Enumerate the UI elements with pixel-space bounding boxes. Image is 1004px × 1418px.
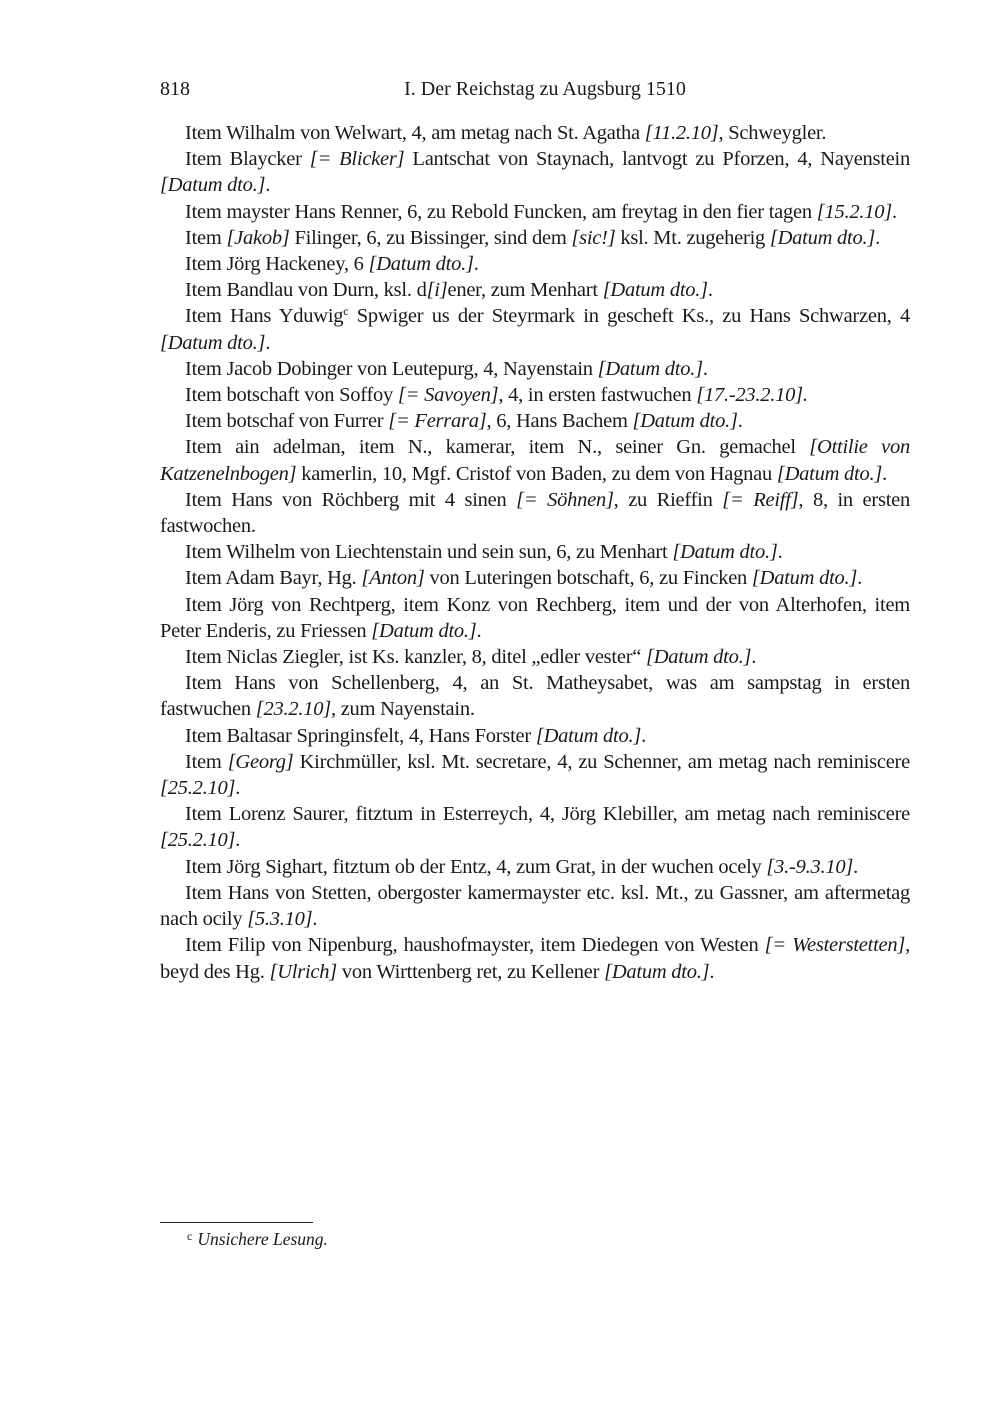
text-run: , 6, Hans Bachem	[486, 410, 633, 433]
text-run: Item Baltasar Springinsfelt, 4, Hans Forster	[185, 724, 536, 747]
text-run: Item Wilhelm von Liechtenstain und sein sun, 6, zu Menhart	[185, 541, 673, 564]
text-run: .	[476, 619, 482, 642]
editorial-note: [= Westerstetten]	[764, 934, 906, 957]
entry-paragraph	[160, 408, 910, 434]
text-run: .	[737, 410, 743, 433]
text-run: .	[882, 462, 887, 485]
text-run: .	[875, 226, 880, 249]
editorial-note: [Datum dto.]	[632, 410, 738, 433]
text-run: ksl. Mt. zugeherig	[615, 226, 770, 249]
text-run: , 8, in ersten fastwochen.	[160, 488, 910, 538]
editorial-note: [Datum dto.]	[368, 253, 474, 276]
text-run: Kirchmüller, ksl. Mt. secretare, 4, zu Schenner, am metag nach reminiscere	[293, 750, 910, 773]
text-run: Item Hans Yduwig	[185, 305, 344, 328]
footnote-text: Unsichere Lesung.	[197, 1229, 328, 1249]
editorial-note: [Datum dto.]	[535, 724, 642, 747]
editorial-note: [5.3.10]	[247, 908, 313, 931]
editorial-note: [Datum dto.]	[604, 960, 710, 983]
entry-paragraph	[160, 644, 910, 670]
text-run: , beyd des Hg.	[160, 934, 910, 983]
entry-paragraph	[160, 854, 910, 880]
editorial-note: [3.-9.3.10]	[766, 855, 854, 878]
footnote-reference: c	[343, 304, 349, 319]
text-run: .	[235, 777, 241, 800]
editorial-note: [Datum dto.]	[160, 174, 266, 197]
text-run: .	[857, 567, 863, 590]
editorial-note: [sic!]	[571, 226, 616, 249]
entry-paragraph	[160, 487, 910, 539]
text-run: ener, zum Menhart	[447, 279, 603, 302]
page-number: 818	[160, 78, 190, 100]
entry-paragraph	[160, 723, 910, 749]
text-run: Item Hans von Schellenberg, 4, an St. Matheysabet, was am sampstag in ersten fastwuchen	[160, 672, 910, 721]
text-run: .	[777, 541, 783, 564]
entry-paragraph	[160, 592, 910, 644]
text-run: von Luteringen botschaft, 6, zu Fincken	[424, 567, 752, 590]
entry-paragraph	[160, 539, 910, 565]
text-run: , 4, in ersten fastwuchen	[498, 384, 697, 407]
editorial-note: [Datum dto.]	[769, 226, 876, 249]
footnote	[187, 1229, 328, 1250]
entry-paragraph	[160, 434, 910, 486]
editorial-note: [Datum dto.]	[776, 462, 883, 485]
entry-paragraph	[160, 880, 910, 932]
editorial-note: [= Ferrara]	[388, 410, 487, 433]
text-run: .	[891, 200, 897, 223]
editorial-note: [17.-23.2.10].	[696, 384, 808, 407]
editorial-note: [Datum dto.]	[371, 619, 477, 642]
page-header	[160, 78, 910, 108]
editorial-note: [= Söhnen]	[516, 488, 614, 511]
text-run: .	[312, 908, 318, 931]
text-run: , zu Rieffin	[613, 488, 723, 511]
text-run: Item Niclas Ziegler, ist Ks. kanzler, 8, ditel „edler vester“	[185, 646, 647, 669]
text-run: Item Jacob Dobinger von Leutepurg, 4, Nayenstain	[185, 357, 598, 380]
text-run: von Wirttenberg ret, zu Kellener	[336, 960, 605, 983]
editorial-note: [11.2.10]	[644, 122, 719, 144]
main-text	[160, 120, 910, 985]
text-run: .	[702, 357, 708, 380]
text-run: Spwiger us der Steyrmark in gescheft Ks., zu Hans Schwarzen, 4	[348, 305, 910, 328]
footnote-mark: c	[187, 1229, 193, 1243]
text-run: .	[235, 829, 241, 852]
text-run: Item Blaycker	[185, 148, 310, 171]
editorial-note: [i]	[426, 279, 448, 302]
editorial-note: [Datum dto.]	[602, 279, 708, 302]
text-run: Item botschaf von Furrer	[185, 410, 389, 433]
entry-paragraph	[160, 382, 910, 408]
text-run: Item Jörg Sighart, fitztum ob der Entz, 4, zum Grat, in der wuchen ocely	[185, 855, 767, 878]
text-run: Item Hans von Röchberg mit 4 sinen	[185, 488, 517, 511]
text-run: Item Jörg von Rechtperg, item Konz von Rechberg, item und der von Alterhofen, item Peter Enderis, zu Friessen	[160, 593, 910, 642]
footnote-divider	[160, 1222, 313, 1223]
editorial-note: [23.2.10]	[255, 698, 331, 721]
text-run: .	[709, 960, 715, 983]
entry-paragraph	[160, 199, 910, 225]
editorial-note: [= Reiff]	[722, 488, 799, 511]
text-run: Item Adam Bayr, Hg.	[185, 567, 362, 590]
text-run: .	[265, 331, 271, 354]
text-run: Item mayster Hans Renner, 6, zu Rebold Funcken, am freytag in den fier tagen	[185, 200, 817, 223]
editorial-note: [Ottilie von Katzenelnbogen]	[160, 436, 910, 485]
editorial-note: [Georg]	[227, 750, 294, 773]
entry-paragraph	[160, 251, 910, 277]
text-run: .	[265, 174, 271, 197]
text-run: Item Lorenz Saurer, fitztum in Esterreych, 4, Jörg Klebiller, am metag nach reminiscere	[185, 803, 910, 826]
text-run: kamerlin, 10, Mgf. Cristof von Baden, zu dem von Hagnau	[296, 462, 777, 485]
text-run: Item Wilhalm von Welwart, 4, am metag nach St. Agatha	[185, 122, 645, 144]
editorial-note: [= Savoyen]	[397, 384, 499, 407]
editorial-note: [= Blicker]	[309, 148, 405, 171]
text-run: Item Bandlau von Durn, ksl. d	[185, 279, 427, 302]
entry-paragraph	[160, 356, 910, 382]
editorial-note: [15.2.10]	[816, 200, 892, 223]
editorial-note: [Datum dto.]	[597, 357, 703, 380]
text-run: Filinger, 6, zu Bissinger, sind dem	[289, 226, 572, 249]
text-run: Item ain adelman, item N., kamerar, item N., seiner Gn. gemachel	[185, 436, 810, 459]
text-run: Item Hans von Stetten, obergoster kamermayster etc. ksl. Mt., zu Gassner, am aftermetag nach ocily	[160, 881, 910, 931]
editorial-note: [Ulrich]	[269, 960, 337, 983]
entry-paragraph	[160, 670, 910, 722]
text-run: , Schweygler.	[718, 122, 827, 144]
entry-paragraph	[160, 303, 910, 355]
text-run: Item	[185, 226, 227, 249]
text-run: , zum Nayenstain.	[330, 698, 475, 721]
entry-paragraph	[160, 801, 910, 853]
entry-paragraph	[160, 225, 910, 251]
text-run: Item Filip von Nipenburg, haushofmayster, item Diedegen von Westen	[185, 934, 765, 957]
running-title: I. Der Reichstag zu Augsburg 1510	[404, 78, 686, 100]
text-run: Lantschat von Staynach, lantvogt zu Pforzen, 4, Nayenstein	[404, 148, 911, 171]
entry-paragraph	[160, 749, 910, 801]
editorial-note: [Datum dto.]	[646, 646, 752, 669]
entry-paragraph	[160, 277, 910, 303]
editorial-note: [Anton]	[361, 567, 425, 590]
text-run: Item botschaft von Soffoy	[185, 384, 398, 407]
editorial-note: [25.2.10]	[160, 777, 236, 800]
text-run: Item Jörg Hackeney, 6	[185, 253, 369, 276]
editorial-note: [Datum dto.]	[160, 331, 266, 354]
text-run: .	[751, 646, 757, 669]
text-run: .	[473, 253, 479, 276]
editorial-note: [25.2.10]	[160, 829, 236, 852]
entry-paragraph	[160, 120, 910, 146]
text-run: .	[641, 724, 646, 747]
text-run: .	[707, 279, 713, 302]
editorial-note: [Datum dto.]	[672, 541, 778, 564]
text-run: .	[853, 855, 858, 878]
text-run: Item	[185, 750, 228, 773]
editorial-note: [Jakob]	[226, 226, 290, 249]
entry-paragraph	[160, 565, 910, 591]
editorial-note: [Datum dto.]	[751, 567, 858, 590]
entry-paragraph	[160, 146, 910, 198]
entry-paragraph	[160, 932, 910, 984]
